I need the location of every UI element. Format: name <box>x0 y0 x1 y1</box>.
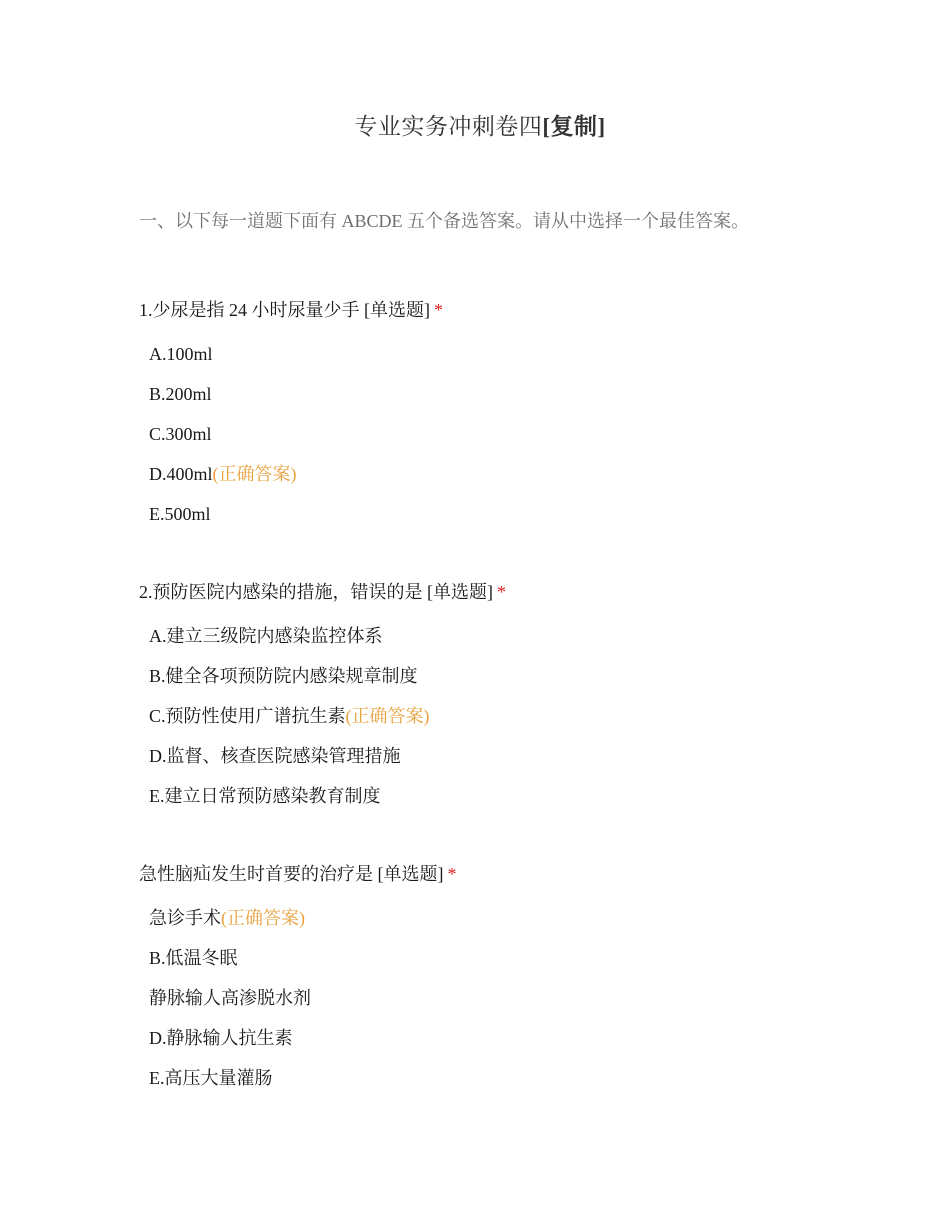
option-text: C.预防性使用广谱抗生素 <box>149 706 346 726</box>
correct-answer-marker: (正确答案) <box>221 908 305 928</box>
question-1 <box>139 298 859 542</box>
option-text: D.静脉输人抗生素 <box>149 1028 293 1048</box>
required-asterisk: * <box>447 864 457 884</box>
question-stem <box>139 862 859 886</box>
question-stem-text: 急性脑疝发生时首要的治疗是 [单选题] <box>139 864 444 884</box>
option-c[interactable] <box>139 704 859 728</box>
option-text: B.健全各项预防院内感染规章制度 <box>149 666 418 686</box>
question-stem <box>139 580 859 604</box>
title-main: 专业实务冲刺卷四 <box>354 114 543 139</box>
required-asterisk: * <box>434 300 443 320</box>
option-text: A.100ml <box>149 344 213 364</box>
question-3 <box>139 862 859 1106</box>
option-list <box>139 342 859 526</box>
option-text: 静脉输人高渗脱水剂 <box>149 988 311 1008</box>
option-text: B.低温冬眠 <box>149 948 238 968</box>
question-2 <box>139 580 859 824</box>
question-stem-text: 2.预防医院内感染的措施，错误的是 [单选题] <box>139 582 493 602</box>
correct-answer-marker: (正确答案) <box>345 706 430 726</box>
option-text: D.监督、核查医院感染管理措施 <box>149 746 401 766</box>
option-d[interactable] <box>139 462 859 486</box>
section-instruction: 一、以下每一道题下面有 ABCDE 五个备选答案。请从中选择一个最佳答案。 <box>139 211 750 231</box>
option-text: A.建立三级院内感染监控体系 <box>149 626 383 646</box>
required-asterisk: * <box>497 582 506 602</box>
page-title <box>0 108 950 141</box>
option-text: 急诊手术 <box>149 908 221 928</box>
option-c[interactable] <box>139 986 859 1010</box>
option-b[interactable] <box>139 946 859 970</box>
option-text: E.高压大量灌肠 <box>149 1068 273 1088</box>
option-text: E.建立日常预防感染教育制度 <box>149 786 381 806</box>
option-c[interactable] <box>139 422 859 446</box>
option-d[interactable] <box>139 744 859 768</box>
option-a[interactable] <box>139 342 859 366</box>
option-text: B.200ml <box>149 384 212 404</box>
option-a[interactable] <box>139 624 859 648</box>
title-suffix: [复制] <box>542 114 606 139</box>
option-text: D.400ml <box>149 464 213 484</box>
option-a[interactable] <box>139 906 859 930</box>
option-b[interactable] <box>139 382 859 406</box>
option-list <box>139 624 859 808</box>
option-list <box>139 906 859 1090</box>
option-e[interactable] <box>139 502 859 526</box>
correct-answer-marker: (正确答案) <box>212 464 297 484</box>
option-d[interactable] <box>139 1026 859 1050</box>
option-b[interactable] <box>139 664 859 688</box>
option-e[interactable] <box>139 784 859 808</box>
option-text: E.500ml <box>149 504 211 524</box>
question-stem <box>139 298 859 322</box>
question-stem-text: 1.少尿是指 24 小时尿量少手 [单选题] <box>139 300 430 320</box>
option-e[interactable] <box>139 1066 859 1090</box>
option-text: C.300ml <box>149 424 212 444</box>
